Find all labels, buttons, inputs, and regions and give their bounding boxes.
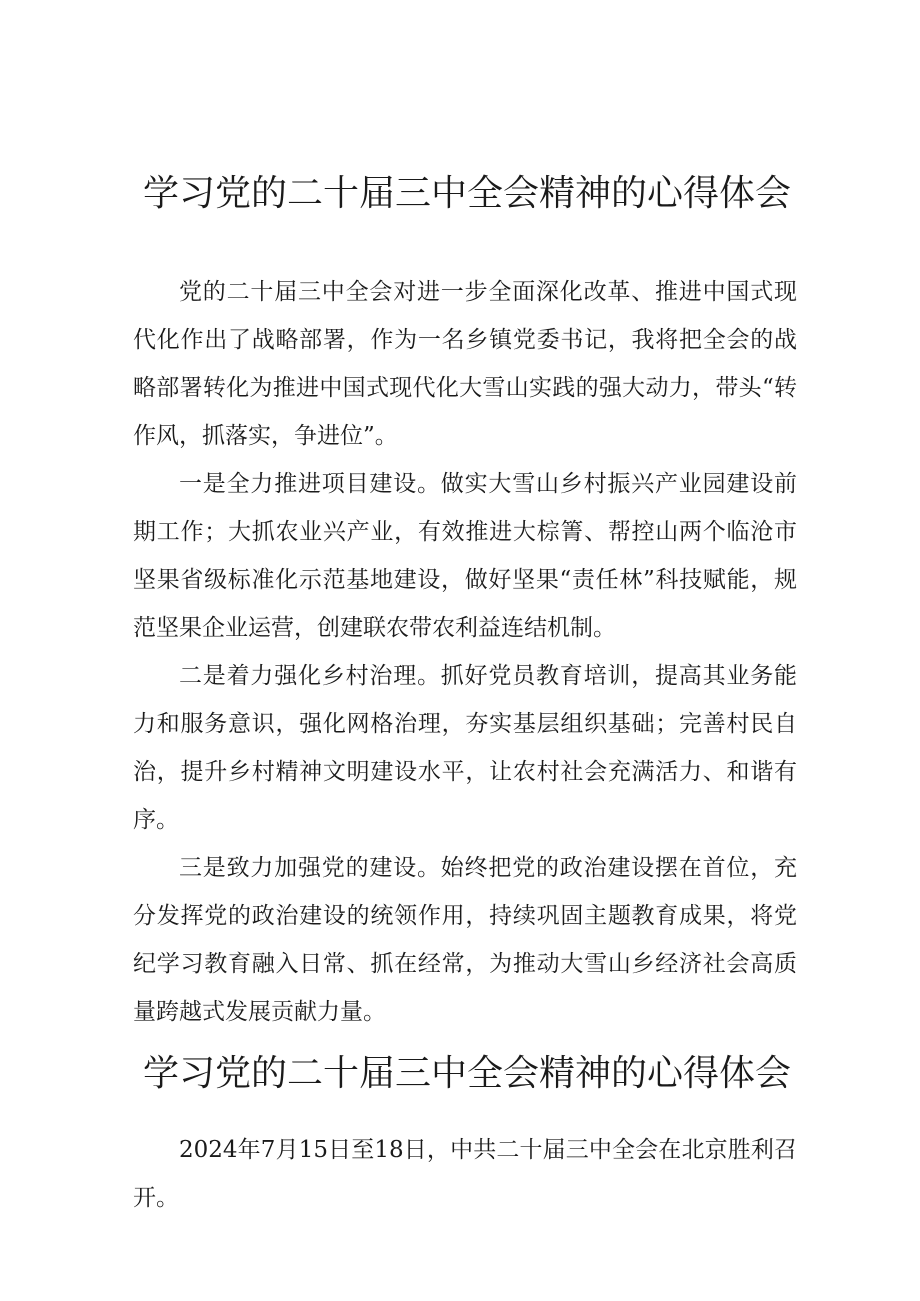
section1-paragraph-project: 一是全力推进项目建设。做实大雪山乡村振兴产业园建设前期工作；大抓农业兴产业，有效推进大棕箐、帮控山两个临沧市坚果省级标准化示范基地建设，做好坚果“责任林”科技赋能，规范坚果企业运营，创建联农带农利益连结机制。 [133,471,797,641]
section2-paragraph-intro: 2024年7月15日至18日，中共二十届三中全会在北京胜利召开。 [133,1137,797,1211]
section1-body [133,268,797,1036]
section2-body [133,1126,797,1222]
section1-paragraph-intro: 党的二十届三中全会对进一步全面深化改革、推进中国式现代化作出了战略部署，作为一名乡镇党委书记，我将把全会的战略部署转化为推进中国式现代化大雪山实践的强大动力，带头“转作风，抓落实，争进位”。 [133,279,797,449]
section1-paragraph-governance: 二是着力强化乡村治理。抓好党员教育培训，提高其业务能力和服务意识，强化网格治理，夯实基层组织基础；完善村民自治，提升乡村精神文明建设水平，让农村社会充满活力、和谐有序。 [133,663,797,833]
section2-title: 学习党的二十届三中全会精神的心得体会 [143,1053,792,1094]
section1-paragraph-party-building: 三是致力加强党的建设。始终把党的政治建设摆在首位，充分发挥党的政治建设的统领作用，持续巩固主题教育成果，将党纪学习教育融入日常、抓在经常，为推动大雪山乡经济社会高质量跨越式发展贡献力量。 [133,855,797,1025]
section1-title: 学习党的二十届三中全会精神的心得体会 [143,173,792,214]
